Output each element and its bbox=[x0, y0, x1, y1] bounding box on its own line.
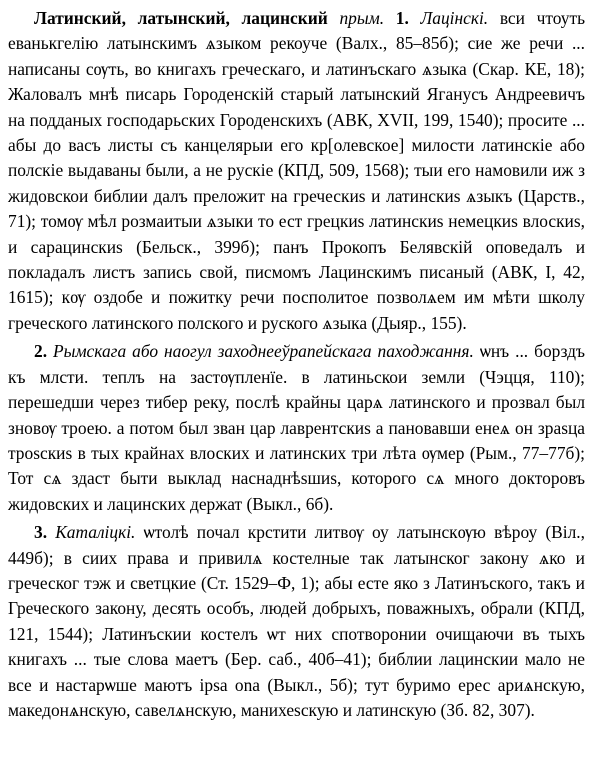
sense-number: 3. bbox=[34, 522, 48, 543]
sense-number: 2. bbox=[34, 341, 48, 362]
sense-3 bbox=[8, 520, 585, 723]
sense-gloss: Рымскага або наогул заходнееўрапейскага паходжання. bbox=[53, 341, 474, 362]
headword: Латинский, латынский, лацинский bbox=[34, 8, 328, 28]
sense-citations: вси чтоуть еванькгелію латынскимъ ѧзыком рекоуче (Валх., 85–85б); сие же речи ... написаны сѹть, во книгахъ греческаго, и латинъскаго ѧзыка (Скар. КЕ, 18); Жаловалъ мнѣ писарь Городенскій старый латынский Яганусъ Андреевичъ на подданых господарьских Городенскихъ (АВК, XVII, 199, 1540); просите ... абы до васъ листы съ канцелярыи его кр[олевское] милости латинскіе або полскіе выдаваны были, а не рускіе (КПД, 509, 1568); тыи его намовили иж з жидовскои библии далъ преложит на греческиѕ и латинскиѕ ѧзыкъ (Царств., 71); томѹ мѣл розмаитыи ѧзыки то ест грецкиѕ латинскиѕ немецкиѕ влоскиѕ, и сарацинскиѕ (Бельск., 399б); панъ Прокопъ Белявскій оповедалъ и покладалъ листъ запись свой, писмомъ Лацинскимъ писаный (АВК, I, 42, 1615); кѹ оздобе и пожитку речи посполитое позволѧем им мѣти школу греческого латинского полского и руского ѧзыка (Дыяр., 155). bbox=[8, 8, 585, 333]
sense-citations: ѡнъ ... борздъ къ млсти. теплъ на застѹпленїе. в латиньскои земли (Чэцця, 110); перешедши через тибер реку, послѣ крайны царѧ латинского и прозвал был зновѹ троею. а потом был зван цар лаврентскиѕ а пановавши енеѧ он зраѕца троѕскиѕ в тых крайнах влоских и латинских три лѣта ѹмер (Рым., 77–77б); Тот сѧ здаст быти выклад наснаднѣѕшиѕ, которого сѧ много докторовъ жидовских и лацинских держат (Выкл., 6б). bbox=[8, 341, 585, 514]
sense-gloss: Каталіцкі. bbox=[55, 522, 136, 543]
sense-number: 1. bbox=[395, 8, 409, 28]
sense-citations: ѡтолѣ почал крстити литвѹ оу латынскѹю вѣроу (Віл., 449б); в сиих права и привилѧ костелные так латынског закону ѧко и греческог тэж и светцкие (Ст. 1529–Ф, 1); абы есте яко з Латинъского, такъ и Греческого закону, десять особъ, людей добрыхъ, поважныхъ, обрали (КПД, 121, 1544); Латинъскии костелъ ѡт них спотворонии очищаючи въ тыхъ книгахъ ... тые слова маетъ (Бер. саб., 40б–41); библии лацинскии мало не все и настарѡше маютъ ipsa ona (Выкл., 5б); тут буримо ерес ариѧнскую, македонѧнскую, савелѧнскую, манихеѕскую и латинскую (Зб. 82, 307). bbox=[8, 522, 585, 720]
sense-2 bbox=[8, 339, 585, 517]
sense-1 bbox=[8, 6, 585, 336]
sense-gloss: Лацінскі. bbox=[420, 8, 489, 28]
part-of-speech: прым. bbox=[339, 8, 385, 28]
